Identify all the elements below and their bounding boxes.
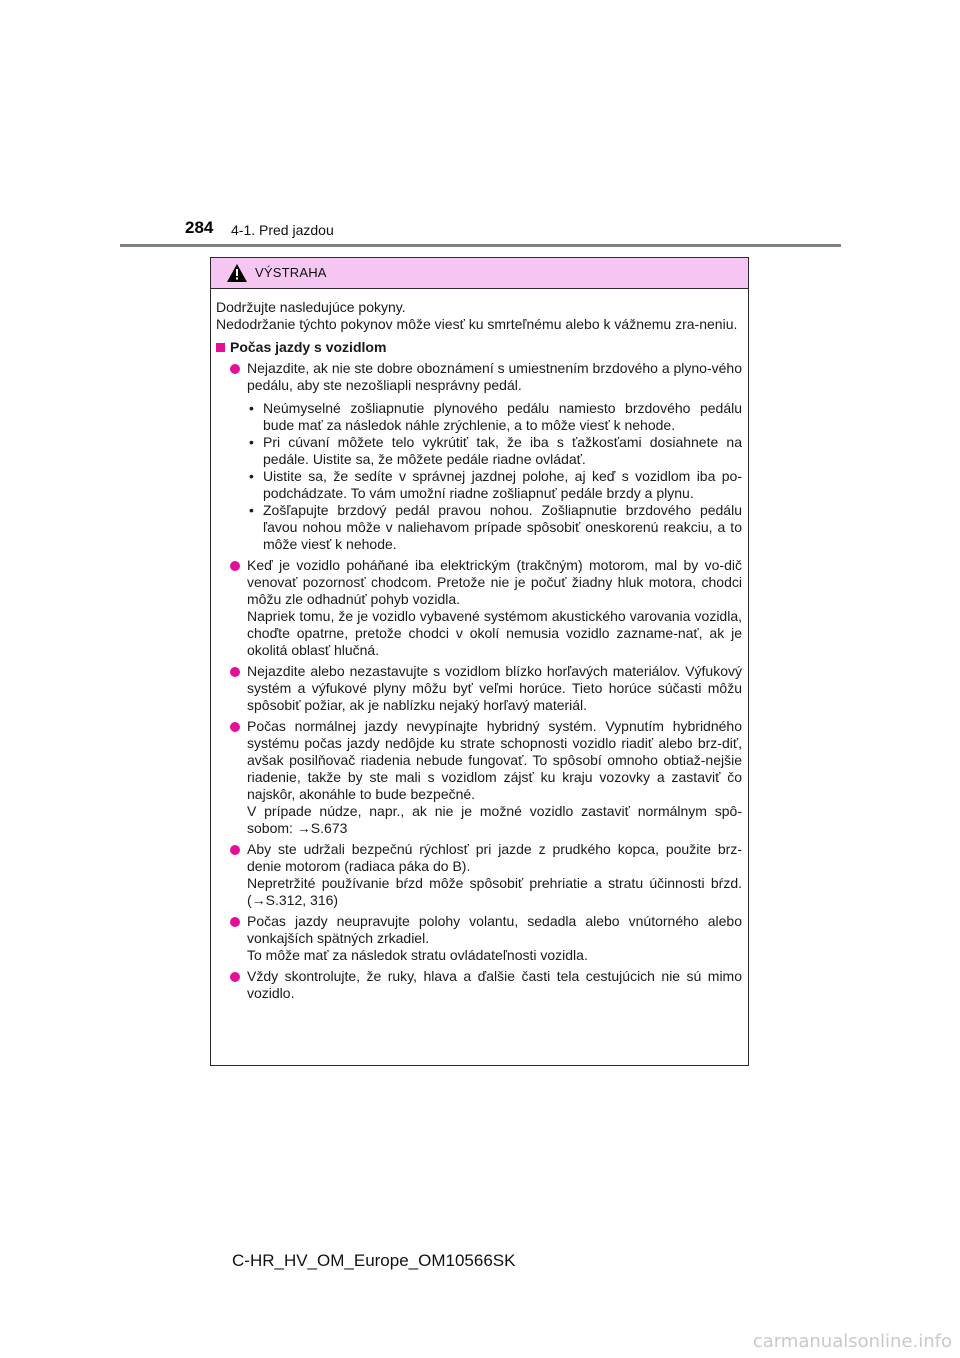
watermark[interactable]: carmanualsonline.info [752,1331,952,1352]
warning-item [216,841,742,909]
sub-item-text: Zošľapujte brzdový pedál pravou nohou. Zošliapnutie brzdového pedálu ľavou nohou môže v naliehavom prípade spôsobiť oneskorenú reakciu, a to môže viesť k nehode. [263,502,742,552]
sub-item-text: Uistite sa, že sedíte v správnej jazdnej polohe, aj keď s vozidlom iba po-podchádzate. To vám umožní riadne zošliapnuť pedále brzdy a plynu. [263,468,742,501]
warning-title: VÝSTRAHA [255,265,327,280]
sub-item [247,434,742,468]
sub-item [247,502,742,553]
warning-item-text: Napriek tomu, že je vozidlo vybavené systémom akustického varovania vozidla, choďte opatrne, pretože chodci v okolí nemusia vozidlo zazname-nať, ak je okolitá oblasť hlučná. [247,608,742,658]
sub-item-text: Pri cúvaní môžete telo vykrútiť tak, že iba s ťažkosťami dosiahnete na pedále. Uistite sa, že môžete pedále riadne ovládať. [263,434,742,467]
warning-item-text: Keď je vozidlo poháňané iba elektrickým (trakčným) motorom, mal by vo-dič venovať pozornosť chodcom. Pretože nie je počuť žiadny hluk motora, chodci môžu zle odhadnúť pohyb vozidla. [247,557,742,607]
warning-item-text: Nejazdite, ak nie ste dobre oboznámení s umiestnením brzdového a plyno-vého pedálu, aby ste nezošliapli nesprávny pedál. [247,360,742,393]
warning-item [216,968,742,1002]
warning-item-text: To môže mať za následok stratu ovládateľnosti vozidla. [247,947,588,963]
round-bullet-icon [230,561,240,571]
warning-item-text: Počas normálnej jazdy nevypínajte hybridný systém. Vypnutím hybridného systému počas jazdy nedôjde ku strate schopnosti vozidlo riadiť alebo brz-diť, avšak posilňovač riadenia nebude fungovať. To spôsobí omnoho obtiaž-nejšie riadenie, takže by ste mali s vozidlom zájsť ku kraju vozovky a zastaviť čo najskôr, akonáhle to bude bezpečné. [247,718,742,802]
intro-line: Nedodržanie týchto pokynov môže viesť ku smrteľnému alebo k vážnemu zra-neniu. [216,316,738,332]
sub-item-text: Neúmyselné zošliapnutie plynového pedálu namiesto brzdového pedálu bude mať za následok náhle zrýchlenie, a to môže viesť k nehode. [263,400,742,433]
warning-box [210,257,749,1066]
warning-body [211,289,748,1002]
warning-item-text: Aby ste udržali bezpečnú rýchlosť pri jazde z prudkého kopca, použite brz-denie motorom (radiaca páka do B). [247,841,742,874]
warning-item [216,718,742,837]
round-bullet-icon [230,364,240,374]
dot-bullet-icon: • [249,502,254,518]
round-bullet-icon [230,667,240,677]
section-title: 4-1. Pred jazdou [231,222,334,238]
document-code: C-HR_HV_OM_Europe_OM10566SK [232,1251,516,1270]
dot-bullet-icon: • [249,434,254,450]
dot-bullet-icon: • [249,400,254,416]
intro-line: Dodržujte nasledujúce pokyny. [216,299,406,315]
round-bullet-icon [230,722,240,732]
sub-item [247,400,742,434]
warning-header [211,258,748,289]
round-bullet-icon [230,917,240,927]
warning-item-text: Počas jazdy neupravujte polohy volantu, sedadla alebo vnútorného alebo vonkajších spätných zrkadiel. [247,913,742,946]
sub-item [247,468,742,502]
section-heading [216,339,742,356]
round-bullet-icon [230,845,240,855]
warning-intro [216,299,742,333]
round-bullet-icon [230,972,240,982]
page-number: 284 [185,218,214,237]
header-divider [120,244,841,247]
section-heading-text: Počas jazdy s vozidlom [230,339,387,355]
warning-item-text: Vždy skontrolujte, že ruky, hlava a ďalšie časti tela cestujúcich nie sú mimo vozidlo. [247,968,742,1001]
warning-triangle-icon [227,264,247,282]
warning-item [216,913,742,964]
warning-item-text: V prípade núdze, napr., ak nie je možné vozidlo zastaviť normálnym spô-sobom: →S.673 [247,803,742,836]
warning-item [216,557,742,659]
warning-item-text: Nejazdite alebo nezastavujte s vozidlom blízko horľavých materiálov. Výfukový systém a výfukové plyny môžu byť veľmi horúce. Tieto horúce súčasti môžu spôsobiť požiar, ak je nablízku nejaký horľavý materiál. [247,663,742,713]
warning-item [216,360,742,394]
dot-bullet-icon: • [249,468,254,484]
warning-item-text: Nepretržité používanie bŕzd môže spôsobiť prehriatie a stratu účinnosti bŕzd. (→S.312, 316) [247,875,742,908]
warning-sublist [216,400,742,553]
square-bullet-icon [216,343,225,352]
warning-item [216,663,742,714]
